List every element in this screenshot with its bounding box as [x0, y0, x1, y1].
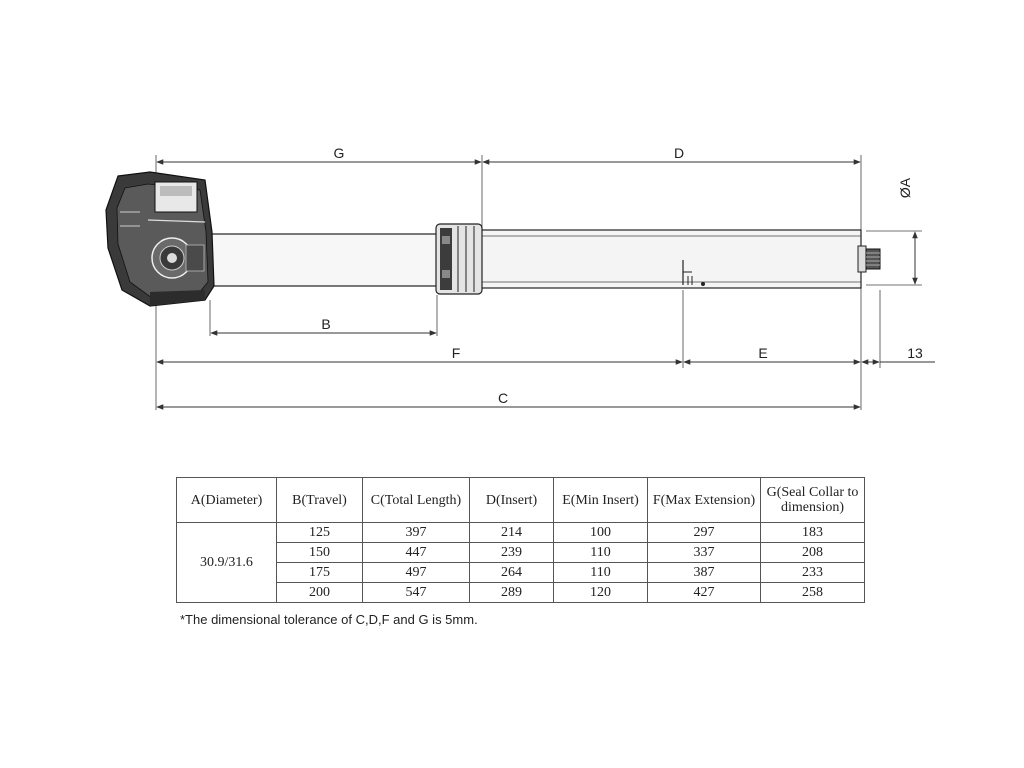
header-seal-collar: G(Seal Collar to dimension) — [761, 478, 865, 523]
diameter-cell: 30.9/31.6 — [177, 523, 277, 603]
label-c: C — [497, 390, 509, 406]
table-row — [177, 563, 865, 583]
label-d: D — [673, 145, 685, 161]
cable-fitting — [866, 249, 880, 269]
table-cell: 110 — [554, 543, 648, 563]
table-cell: 208 — [761, 543, 865, 563]
header-travel: B(Travel) — [277, 478, 363, 523]
table-cell: 289 — [470, 583, 554, 603]
tolerance-note: *The dimensional tolerance of C,D,F and G is 5mm. — [180, 612, 478, 627]
upper-stanchion — [205, 234, 440, 286]
table-cell: 337 — [648, 543, 761, 563]
table-cell: 175 — [277, 563, 363, 583]
table-cell: 183 — [761, 523, 865, 543]
table-cell: 120 — [554, 583, 648, 603]
header-min-insert: E(Min Insert) — [554, 478, 648, 523]
table-row — [177, 583, 865, 603]
table-row — [177, 523, 865, 543]
end-cap — [858, 246, 866, 272]
header-diameter: A(Diameter) — [177, 478, 277, 523]
label-g: G — [333, 145, 345, 161]
label-13: 13 — [907, 345, 923, 361]
saddle-clamp-head — [106, 172, 214, 306]
table-cell: 239 — [470, 543, 554, 563]
header-insert: D(Insert) — [470, 478, 554, 523]
table-cell: 233 — [761, 563, 865, 583]
lower-tube — [478, 230, 861, 288]
table-row — [177, 543, 865, 563]
header-max-extension: F(Max Extension) — [648, 478, 761, 523]
seal-collar — [436, 224, 482, 294]
table-cell: 100 — [554, 523, 648, 543]
table-cell: 110 — [554, 563, 648, 583]
spec-table — [176, 477, 865, 603]
seatpost — [106, 172, 880, 306]
label-a: ØA — [897, 177, 913, 199]
table-cell: 387 — [648, 563, 761, 583]
table-cell: 258 — [761, 583, 865, 603]
label-e: E — [758, 345, 768, 361]
table-cell: 264 — [470, 563, 554, 583]
header-total-length: C(Total Length) — [363, 478, 470, 523]
table-cell: 547 — [363, 583, 470, 603]
table-cell: 200 — [277, 583, 363, 603]
table-cell: 427 — [648, 583, 761, 603]
table-cell: 214 — [470, 523, 554, 543]
table-cell: 125 — [277, 523, 363, 543]
table-cell: 497 — [363, 563, 470, 583]
table-header-row — [177, 478, 865, 523]
table-cell: 297 — [648, 523, 761, 543]
table-cell: 397 — [363, 523, 470, 543]
label-b: B — [321, 316, 331, 332]
table-cell: 150 — [277, 543, 363, 563]
label-f: F — [451, 345, 461, 361]
table-cell: 447 — [363, 543, 470, 563]
